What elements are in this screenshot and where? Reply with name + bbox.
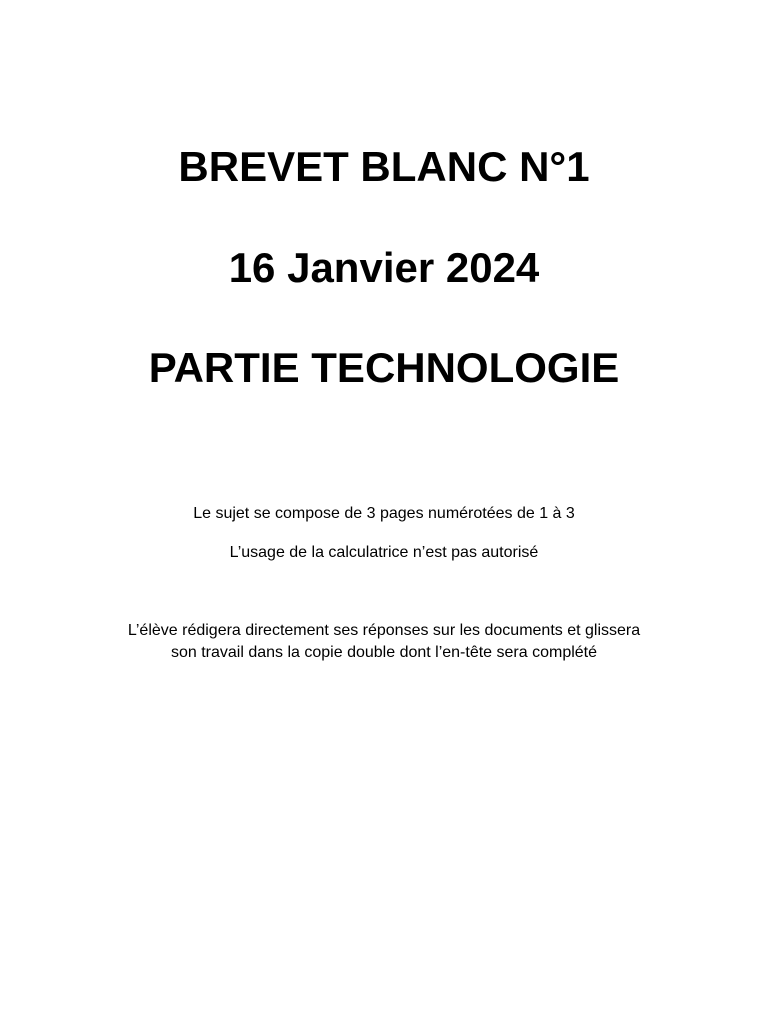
page-count-notice: Le sujet se compose de 3 pages numérotées de 1 à 3 [193, 505, 575, 522]
exam-section-title: PARTIE TECHNOLOGIE [148, 344, 620, 391]
instructions-line-1: L’élève rédigera directement ses réponses sur les documents et glissera [127, 622, 641, 639]
exam-title: BREVET BLANC N°1 [178, 143, 590, 190]
calculator-notice: L’usage de la calculatrice n’est pas autorisé [229, 544, 539, 561]
instructions-line-2: son travail dans la copie double dont l’en-tête sera complété [170, 644, 598, 661]
exam-date: 16 Janvier 2024 [228, 244, 540, 291]
